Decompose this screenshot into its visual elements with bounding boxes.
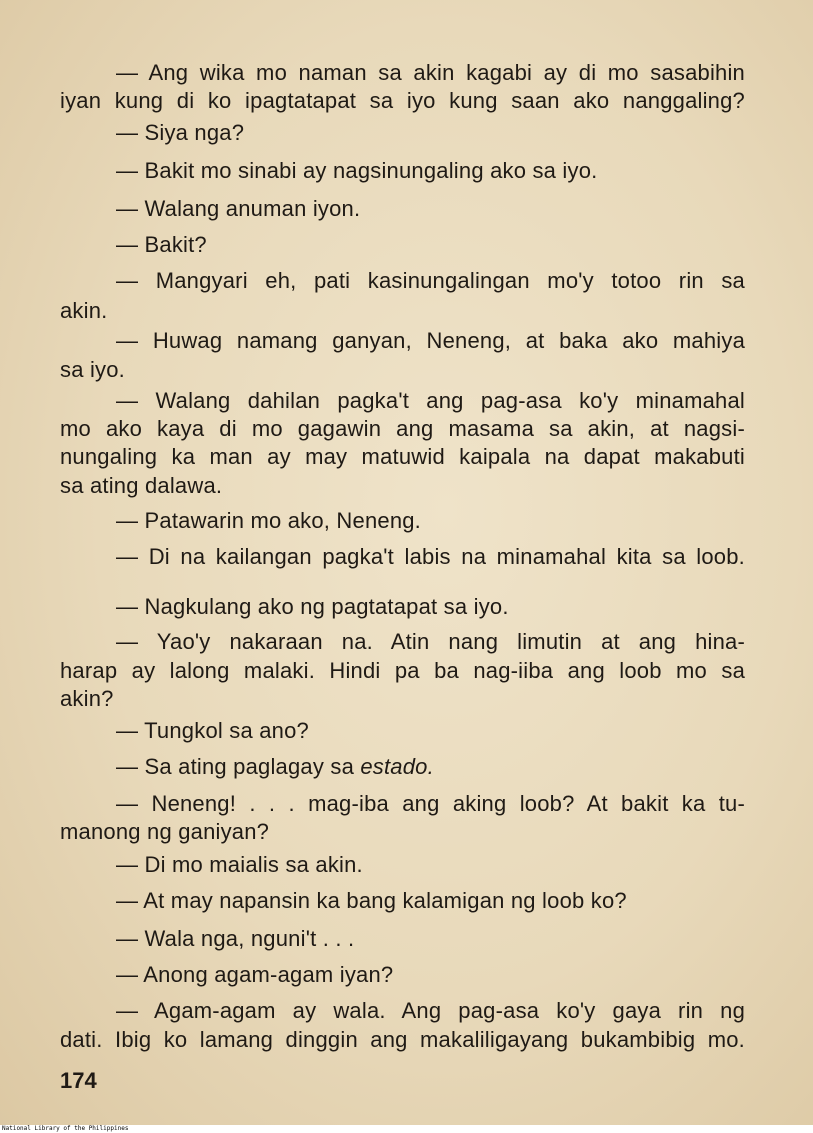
text-line: harap ay lalong malaki. Hindi pa ba nag-iiba ang loob mo sa	[60, 658, 745, 683]
text-line	[116, 752, 745, 782]
text-line: — Ang wika mo naman sa akin kagabi ay di mo sasabihin	[116, 60, 745, 85]
text-line: iyan kung di ko ipagtatapat sa iyo kung saan ako nanggaling?	[60, 88, 745, 113]
text-line: — Neneng! . . . mag-iba ang aking loob? At bakit ka tu-	[116, 791, 745, 816]
text-line: — At may napansin ka bang kalamigan ng loob ko?	[116, 888, 627, 913]
text-line: — Di mo maialis sa akin.	[116, 852, 363, 877]
text-line: — Patawarin mo ako, Neneng.	[116, 508, 421, 533]
text-line: — Tungkol sa ano?	[116, 718, 309, 743]
text-line: akin?	[60, 686, 114, 711]
text-line: — Walang anuman iyon.	[116, 196, 361, 221]
text-line: — Nagkulang ako ng pagtatapat sa iyo.	[116, 594, 509, 619]
text-line: akin.	[60, 298, 108, 323]
page-number: 174	[60, 1068, 97, 1093]
text-line: — Bakit mo sinabi ay nagsinungaling ako sa iyo.	[116, 158, 598, 183]
text-line: mo ako kaya di mo gagawin ang masama sa akin, at nagsi-	[60, 416, 745, 441]
text-line: manong ng ganiyan?	[60, 819, 270, 844]
text-line: — Yao'y nakaraan na. Atin nang limutin at ang hina-	[116, 629, 745, 654]
text-line: — Wala nga, nguni't . . .	[116, 926, 355, 951]
text-line: — Walang dahilan pagka't ang pag-asa ko'y minamahal	[116, 388, 745, 413]
text-line: — Siya nga?	[116, 120, 245, 145]
text-line: — Agam-agam ay wala. Ang pag-asa ko'y gaya rin ng	[116, 998, 745, 1023]
italic-word: estado.	[360, 754, 434, 779]
text-line: — Anong agam-agam iyan?	[116, 962, 394, 987]
text-line: — Di na kailangan pagka't labis na minamahal kita sa loob.	[116, 544, 745, 569]
text-run: — Sa ating paglagay sa	[116, 754, 361, 779]
text-line: — Mangyari eh, pati kasinungalingan mo'y totoo rin sa	[116, 268, 745, 293]
text-line: dati. Ibig ko lamang dinggin ang makaliligayang bukambibig mo.	[60, 1027, 745, 1052]
footer-credit: National Library of the Philippines	[2, 1125, 129, 1132]
text-line: nungaling ka man ay may matuwid kaipala na dapat makabuti	[60, 444, 745, 469]
text-line: — Bakit?	[116, 232, 207, 257]
text-line: sa ating dalawa.	[60, 473, 223, 498]
text-line: sa iyo.	[60, 357, 125, 382]
text-line: — Huwag namang ganyan, Neneng, at baka ako mahiya	[116, 328, 745, 353]
